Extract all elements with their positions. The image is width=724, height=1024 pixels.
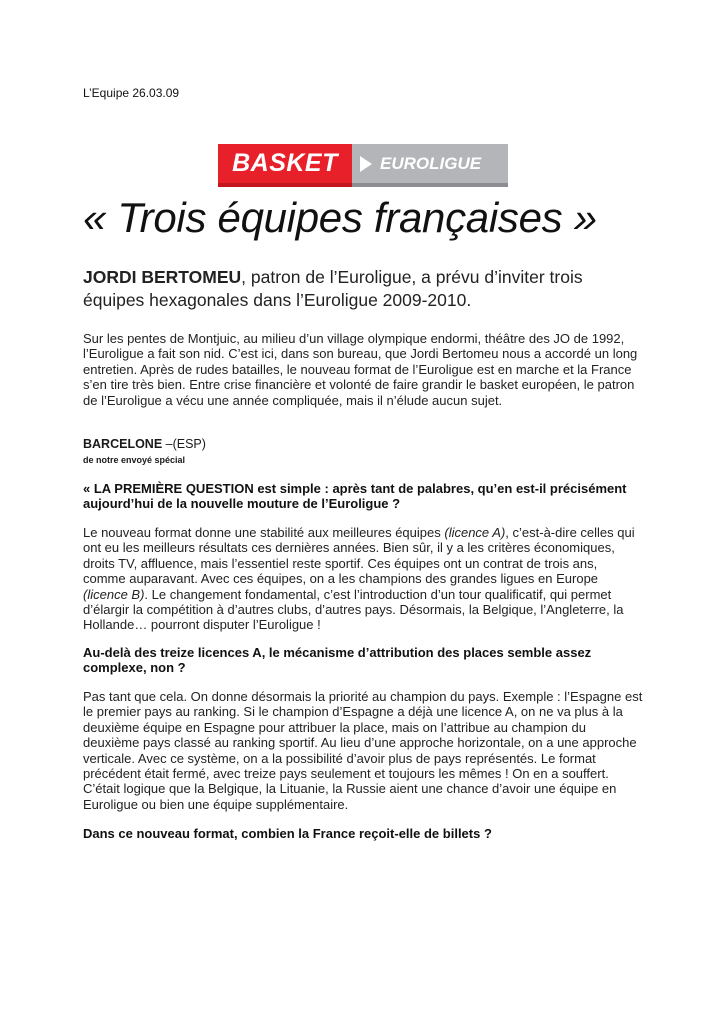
banner-euroligue-label: EUROLIGUE	[380, 153, 482, 173]
answer-1-part-2: , c’est-à-dire celles qui ont eu les meilleurs résultats ces dernières années. Bien sûr, il y a les critères économiques, droits TV, affluence, mais l’essentiel reste sportif. Ces équipes ont un contrat de trois ans, comme auparavant. Avec ces équipes, on a les champions des grandes ligues en Europe	[83, 525, 635, 587]
dateline-country: –(ESP)	[162, 437, 206, 451]
article-lede	[83, 266, 643, 312]
dateline-city: BARCELONE	[83, 437, 163, 451]
lede-text: , patron de l’Euroligue, a prévu d’inviter trois équipes hexagonales dans l’Euroligue 2009-2010.	[83, 267, 583, 310]
banner-basket: BASKET	[218, 144, 352, 187]
answer-1-part-3: . Le changement fondamental, c’est l’introduction d’un tour qualificatif, qui permet d’élargir la compétition à d’autres clubs, d’autres pays. Désormais, la Belgique, l’Angleterre, la Hollande… pourront disputer l’Euroligue !	[83, 586, 624, 633]
dateline	[83, 437, 206, 451]
licence-b-label: (licence B)	[83, 586, 145, 602]
answer-2: Pas tant que cela. On donne désormais la priorité au champion du pays. Exemple : l’Espagne est le premier pays au ranking. Si le champion d’Espagne a déjà une licence A, on ne va plus à la deuxième équipe en Espagne pour attribuer la place, mais on l’attribue au champion du deuxième pays classé au ranking sportif. Au lieu d’une approche horizontale, on a une approche verticale. Avec ce système, on a la possibilité d’avoir plus de pays représentés. Le format précédent était fermé, avec treize pays seulement et toujours les mêmes ! On en a souffert. C’était logique que la Belgique, la Lituanie, la Russie aient une chance d’avoir une équipe en Euroligue ou bien une équipe supplémentaire.	[83, 689, 643, 812]
answer-1	[83, 525, 643, 633]
section-banner	[218, 144, 508, 187]
question-2: Au-delà des treize licences A, le mécanisme d’attribution des places semble assez complexe, non ?	[83, 645, 592, 676]
play-arrow-icon	[360, 156, 372, 172]
article-title: « Trois équipes françaises »	[83, 194, 597, 241]
article-intro: Sur les pentes de Montjuic, au milieu d’un village olympique endormi, théâtre des JO de 1992, l’Euroligue a fait son nid. C’est ici, dans son bureau, que Jordi Bertomeu nous a accordé un long entretien. Après de rudes batailles, le nouveau format de l’Euroligue est en marche et la France s’en tire très bien. Entre crise financière et volonté de faire grandir le basket européen, le patron de l’Euroligue a vécu une année compliquée, mais il n’élude aucun sujet.	[83, 331, 638, 408]
question-1: « LA PREMIÈRE QUESTION est simple : après tant de palabres, qu’en est-il précisément aujourd’hui de la nouvelle mouture de l’Euroligue ?	[83, 481, 627, 512]
answer-1-part-1: Le nouveau format donne une stabilité aux meilleures équipes	[83, 525, 445, 540]
byline: de notre envoyé spécial	[83, 455, 186, 465]
question-3: Dans ce nouveau format, combien la France reçoit-elle de billets ?	[83, 826, 492, 841]
licence-a-label: (licence A)	[444, 525, 506, 540]
source-line: L’Equipe 26.03.09	[83, 86, 180, 100]
banner-euroligue	[352, 144, 508, 187]
lede-name: JORDI BERTOMEU	[83, 267, 242, 287]
